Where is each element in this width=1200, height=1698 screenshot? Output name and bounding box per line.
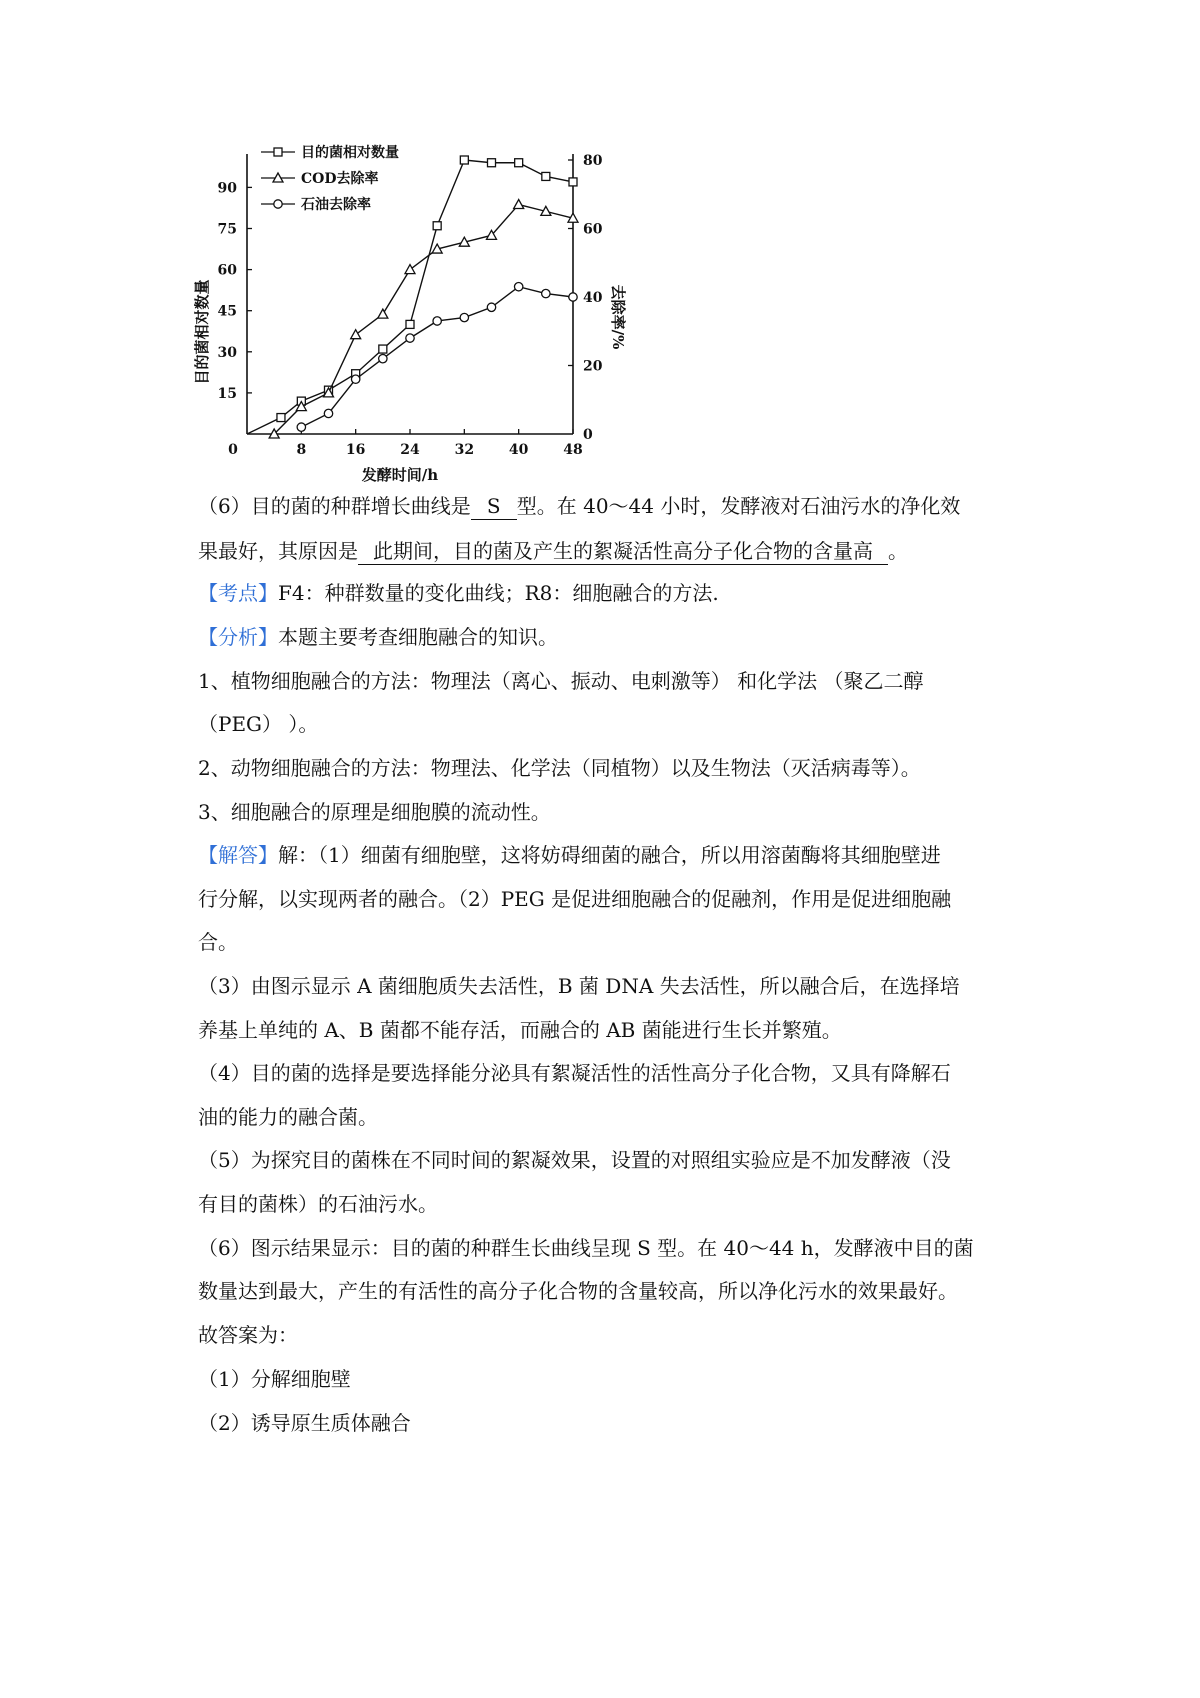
analysis-item-2: 2、动物细胞融合的方法：物理法、化学法（同植物）以及生物法（灭活病毒等）。 [198,756,921,780]
line-chart [195,140,695,530]
legend-marker-square [274,148,282,156]
series-line-triangle [274,205,573,434]
chart-legend [261,144,399,213]
q6-answer-blank-1: S [471,493,517,520]
q6-question [198,491,960,521]
y-left-tick-label: 30 [217,344,237,361]
jieda-text-3: 合。 [198,930,238,954]
series-point-square [277,414,285,422]
y-right-tick-label: 0 [583,427,593,443]
fenxi-line [198,622,558,652]
series-point-square [406,320,414,328]
y-right-tick-label: 60 [583,221,603,238]
fenxi-text: 本题主要考查细胞融合的知识。 [278,625,558,649]
answer-5-line-2: 有目的菌株）的石油污水。 [198,1192,438,1216]
series-line-square [247,160,573,434]
kaodian-line [198,578,719,608]
analysis-item-3: 3、细胞融合的原理是细胞膜的流动性。 [198,800,551,824]
jieda-text-2: 行分解，以实现两者的融合。（2）PEG 是促进细胞融合的促融剂，作用是促进细胞融 [198,887,952,911]
x-tick-label: 8 [296,442,307,458]
y-right-axis-title: 去除率/% [609,284,627,350]
answer-3-line-2: 养基上单纯的 A、B 菌都不能存活，而融合的 AB 菌能进行生长并繁殖。 [198,1018,842,1042]
x-tick-label: 24 [400,442,420,458]
legend-label: 石油去除率 [301,197,371,213]
q6-text-1: （6）目的菌的种群增长曲线是 [198,494,471,518]
x-tick-label: 48 [563,442,583,458]
analysis-item-1-cont: （PEG） ）。 [198,712,319,736]
series-point-circle [542,289,550,297]
y-left-tick-label: 60 [217,262,237,279]
y-left-tick-label: 45 [217,303,237,320]
x-tick-label: 40 [508,442,529,458]
y-right-tick-label: 80 [583,153,603,169]
answer-4-line-2: 油的能力的融合菌。 [198,1105,378,1129]
x-axis-title: 发酵时间/h [361,466,439,484]
analysis-item-1: 1、植物细胞融合的方法：物理法（离心、振动、电刺激等） 和化学法 （聚乙二醇 [198,669,924,693]
jieda-tag: 【解答】 [198,843,278,867]
series-point-square [460,156,468,164]
jieda-text-1: 解：（1）细菌有细胞壁，这将妨碍细菌的融合，所以用溶菌酶将其细胞壁进 [278,843,941,867]
series-point-circle [514,283,522,291]
kaodian-tag: 【考点】 [198,581,278,605]
x-tick-label: 0 [228,442,238,458]
series-point-triangle [378,309,388,318]
series-point-circle [406,334,414,342]
chart-series [247,156,578,438]
final-answer-2: （2）诱导原生质体融合 [198,1411,411,1435]
x-tick-label: 16 [345,442,366,458]
series-point-triangle [351,330,361,339]
legend-label: COD去除率 [301,171,379,187]
x-tick-label: 32 [454,442,475,458]
series-point-square [488,159,496,167]
q6-question-cont [198,536,908,566]
jieda-line [198,840,941,870]
legend-label: 目的菌相对数量 [301,145,399,161]
legend-marker-circle [274,200,282,208]
series-point-square [515,159,523,167]
y-right-tick-label: 20 [583,358,603,375]
fenxi-tag: 【分析】 [198,625,278,649]
series-point-square [542,172,550,180]
series-point-square [379,345,387,353]
kaodian-text: F4：种群数量的变化曲线；R8：细胞融合的方法. [278,581,719,605]
q6-answer-blank-2: 此期间，目的菌及产生的絮凝活性高分子化合物的含量高 [358,538,888,565]
answer-6-line-1: （6）图示结果显示：目的菌的种群生长曲线呈现 S 型。在 40～44 h，发酵液中目的菌 [198,1236,974,1260]
series-point-square [433,222,441,230]
q6-text-2: 型。在 40～44 小时，发酵液对石油污水的净化效 [516,494,961,518]
y-right-tick-label: 40 [583,290,603,306]
series-point-circle [379,354,387,362]
series-point-circle [324,409,332,417]
series-point-circle [351,375,359,383]
chart-axes [193,153,627,484]
y-left-axis-title: 目的菌相对数量 [193,279,211,385]
series-point-circle [297,423,305,431]
y-left-tick-label: 90 [217,180,237,197]
series-point-circle [460,313,468,321]
answer-6-line-2: 数量达到最大，产生的有活性的高分子化合物的含量较高，所以净化污水的效果最好。 [198,1279,958,1303]
series-point-circle [569,293,577,301]
final-answer-1: （1）分解细胞壁 [198,1367,351,1391]
answer-4-line-1: （4）目的菌的选择是要选择能分泌具有絮凝活性的活性高分子化合物，又具有降解石 [198,1061,951,1085]
series-line-circle [301,287,573,427]
q6-text-3: 果最好，其原因是 [198,539,358,563]
y-left-tick-label: 75 [217,221,237,238]
series-point-square [569,178,577,186]
q6-text-4: 。 [888,539,908,563]
answer-5-line-1: （5）为探究目的菌株在不同时间的絮凝效果，设置的对照组实验应是不加发酵液（没 [198,1148,951,1172]
series-point-triangle [514,200,524,209]
y-left-tick-label: 15 [217,385,237,402]
answer-3-line-1: （3）由图示显示 A 菌细胞质失去活性，B 菌 DNA 失去活性，所以融合后，在选择培 [198,974,960,998]
final-answer-heading: 故答案为： [198,1323,298,1347]
series-point-triangle [405,265,415,274]
series-point-circle [487,303,495,311]
series-point-circle [433,317,441,325]
